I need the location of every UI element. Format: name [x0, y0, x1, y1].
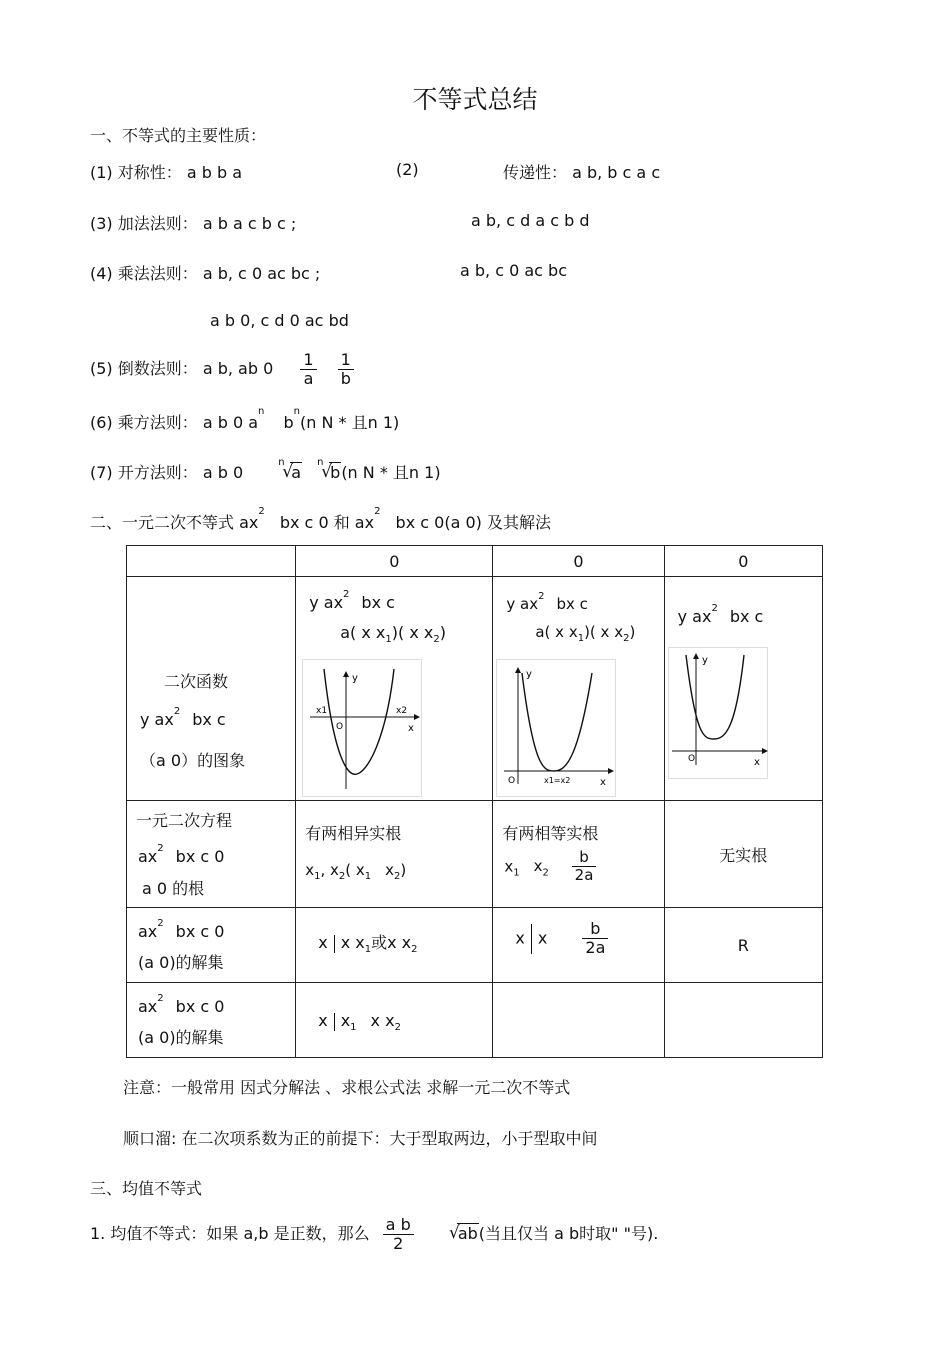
graph-cell-two-roots	[296, 577, 493, 801]
table-row-roots	[127, 801, 823, 908]
heading-part: bx c 0(a 0) 及其解法	[395, 513, 551, 532]
exponent: 2	[157, 843, 164, 854]
solution-set	[318, 1011, 401, 1033]
property-3a: (3) 加法法则： a b a c b c ;	[90, 214, 297, 233]
quadratic-inequality-table	[126, 545, 823, 1058]
property-7	[90, 457, 441, 483]
subscript: 2	[433, 634, 440, 646]
fraction-numerator: 1	[300, 351, 316, 370]
roots-double	[493, 801, 664, 908]
root-index: n	[317, 457, 324, 468]
set-part: 或x x	[371, 933, 412, 952]
label-part: y ax	[140, 710, 174, 729]
subscript: 2	[411, 944, 418, 956]
fraction-a-plus-b-over-2	[383, 1216, 414, 1254]
set-part: x	[340, 1011, 351, 1030]
solution-set	[515, 920, 612, 958]
exponent: n	[258, 406, 265, 417]
parabola-graph-double-root	[496, 659, 616, 797]
fraction-denominator: b	[340, 369, 351, 388]
parabola-curve	[686, 655, 744, 739]
fraction-denominator: 2a	[574, 866, 594, 885]
page-title: 不等式总结	[412, 85, 538, 114]
set-part: x x	[340, 933, 365, 952]
y-axis-label: y	[701, 655, 708, 666]
subscript: 2	[394, 1022, 401, 1034]
table-row-less-than	[127, 983, 823, 1058]
exponent: 2	[711, 603, 718, 614]
function-line	[309, 589, 395, 612]
solution-greater-double-root	[493, 908, 664, 983]
roots-description: 有两相异实根	[305, 824, 402, 843]
exponent: n	[293, 406, 300, 417]
expr-part: , x	[320, 861, 339, 879]
am-gm-text: 1. 均值不等式：如果 a,b 是正数，那么	[90, 1224, 370, 1243]
label-line: 二次函数	[164, 672, 229, 691]
factored-part: )( x x	[584, 623, 624, 641]
table-row-graphs	[127, 577, 823, 801]
parabola-curve	[522, 673, 592, 771]
property-6-condition: (n N * 且n 1)	[299, 413, 400, 432]
root-x2-label: x2	[396, 706, 408, 716]
section-2-heading	[90, 506, 551, 533]
property-4c: a b 0, c d 0 ac bd	[210, 311, 349, 330]
set-part: x x	[370, 1011, 395, 1030]
am-gm-inequality	[90, 1212, 658, 1256]
subscript: 1	[364, 944, 372, 956]
y-axis-label: y	[526, 669, 533, 680]
function-part: bx c	[729, 607, 764, 626]
header-delta-negative: 0	[664, 546, 822, 577]
subscript: 2	[623, 633, 630, 644]
label-line: a 0 的根	[142, 879, 205, 898]
nth-root-b	[317, 457, 341, 482]
header-delta-zero: 0	[493, 546, 664, 577]
fraction-minus-b-over-2a	[582, 920, 608, 958]
sqrt-ab	[445, 1212, 479, 1256]
row-label-greater	[127, 908, 296, 983]
function-part: bx c	[361, 593, 395, 612]
label-line: （a 0）的图象	[140, 751, 246, 770]
nth-root-a	[278, 457, 302, 482]
x-axis-label: x	[753, 757, 760, 768]
fraction-denominator: 2a	[585, 938, 606, 958]
heading-part: 二、一元二次不等式 ax	[90, 513, 259, 532]
origin-label: O	[508, 776, 516, 786]
x-axis-label: x	[408, 723, 415, 734]
property-7-condition: (n N * 且n 1)	[341, 463, 441, 482]
roots-expression	[305, 861, 406, 882]
property-6-base: b	[283, 413, 294, 432]
header-delta-positive: 0	[296, 546, 493, 577]
expr-part: x	[504, 857, 514, 876]
factored-line	[340, 623, 446, 645]
graph-cell-double-root	[493, 577, 664, 801]
function-line	[506, 591, 588, 613]
property-5-text: (5) 倒数法则： a b, ab 0	[90, 359, 274, 378]
function-line	[677, 603, 764, 626]
set-bar-icon	[531, 924, 532, 954]
set-bar-icon	[334, 1013, 335, 1031]
function-part: y ax	[309, 593, 344, 612]
exponent: 2	[157, 918, 164, 929]
exponent: 2	[173, 706, 181, 717]
root-index: n	[278, 457, 285, 468]
fraction-numerator: b	[582, 920, 608, 939]
set-bar-icon	[334, 935, 335, 953]
parabola-graph-two-roots	[302, 659, 422, 797]
y-axis-label: y	[352, 673, 359, 684]
roots-two-distinct	[296, 801, 493, 908]
solution-greater-two-roots	[296, 908, 493, 983]
x-axis-label: x	[600, 777, 607, 788]
property-1: (1) 对称性： a b b a	[90, 163, 243, 182]
graph-frame	[668, 648, 767, 779]
parabola-graph-no-root	[668, 647, 768, 779]
function-part: bx c	[556, 595, 588, 613]
label-line	[138, 993, 225, 1016]
solution-less-no-root-empty	[664, 983, 822, 1058]
set-part: x	[537, 928, 548, 948]
section-1-heading: 一、不等式的主要性质：	[90, 126, 267, 145]
subscript: 1	[314, 871, 321, 882]
subscript: 1	[513, 867, 520, 879]
solution-less-double-root-empty	[493, 983, 664, 1058]
exponent: 2	[157, 993, 164, 1004]
rhyme: 顺口溜: 在二次项系数为正的前提下：大于型取两边，小于型取中间	[123, 1129, 598, 1148]
fraction-numerator: 1	[338, 351, 354, 370]
am-gm-condition: (当且仅当 a b时取" "号).	[478, 1224, 659, 1243]
y-axis-arrow-icon	[515, 667, 521, 673]
heading-part: bx c 0 和 ax	[279, 513, 375, 532]
radicand: ab	[457, 1224, 478, 1243]
property-6	[90, 406, 400, 433]
radical-sign-icon: √	[282, 462, 294, 482]
solution-greater-all-reals: R	[664, 908, 822, 983]
label-line: 一元二次方程	[136, 811, 233, 830]
root-x1-label: x1	[316, 706, 328, 716]
row-label-less	[127, 983, 296, 1058]
set-var: x	[318, 933, 328, 952]
property-6-text: (6) 乘方法则： a b 0 a	[90, 413, 259, 432]
function-part: y ax	[506, 595, 539, 613]
label-part: ax	[138, 847, 158, 866]
origin-label: O	[687, 754, 695, 764]
table-header-row	[127, 546, 823, 577]
fraction-1-over-b	[338, 351, 354, 389]
expr-part: )	[400, 861, 407, 879]
y-axis-arrow-icon	[693, 653, 699, 659]
exponent: 2	[538, 591, 545, 602]
subscript: 1	[385, 634, 392, 646]
factored-part: a( x x	[535, 623, 578, 641]
roots-description: 有两相等实根	[502, 824, 599, 843]
label-line	[140, 706, 226, 729]
fraction-numerator: a b	[383, 1216, 414, 1235]
label-line: (a 0)的解集	[138, 953, 224, 972]
note: 注意：一般常用 因式分解法 、求根公式法 求解一元二次不等式	[123, 1078, 571, 1097]
expr-part: ( x	[345, 861, 365, 879]
factored-part: )	[439, 623, 446, 642]
parabola-curve	[324, 669, 394, 774]
roots-expression	[504, 849, 600, 885]
header-empty-cell	[127, 546, 296, 577]
factored-part: a( x x	[340, 623, 386, 642]
subscript: 1	[577, 633, 585, 644]
fraction-1-over-a	[300, 351, 316, 389]
label-part: bx c 0	[175, 922, 225, 941]
factored-part: )( x x	[391, 623, 434, 642]
label-line	[138, 918, 225, 941]
subscript: 2	[394, 871, 401, 882]
set-var: x	[318, 1011, 328, 1030]
subscript: 2	[542, 867, 549, 879]
subscript: 1	[350, 1022, 357, 1034]
expr-part: x	[533, 857, 543, 876]
subscript: 1	[364, 871, 372, 882]
fraction-numerator: b	[572, 849, 597, 867]
label-part: ax	[138, 922, 158, 941]
x-axis-arrow-icon	[608, 768, 614, 774]
exponent: 2	[343, 589, 350, 600]
y-axis-arrow-icon	[343, 671, 349, 677]
label-part: ax	[138, 997, 158, 1016]
property-4a: (4) 乘法法则： a b, c 0 ac bc ;	[90, 264, 321, 283]
factored-line	[535, 623, 635, 644]
label-part: bx c	[192, 710, 226, 729]
exponent: 2	[374, 506, 381, 517]
origin-label: O	[336, 722, 344, 732]
row-label-graph	[127, 577, 296, 801]
radical-sign-icon: √	[321, 462, 332, 482]
radical-sign-icon: √	[448, 1223, 460, 1243]
radicand: b	[330, 463, 341, 482]
solution-set	[318, 930, 417, 955]
label-line	[138, 843, 225, 866]
label-line: (a 0)的解集	[138, 1028, 224, 1047]
property-2-number: (2)	[396, 160, 419, 179]
label-part: bx c 0	[175, 847, 225, 866]
property-5	[90, 349, 358, 389]
set-var: x	[515, 928, 525, 948]
factored-part: )	[629, 623, 636, 641]
property-2: 传递性： a b, b c a c	[503, 163, 661, 182]
row-label-equation	[127, 801, 296, 908]
fraction-denominator: 2	[393, 1234, 404, 1253]
exponent: 2	[258, 506, 265, 517]
property-3b: a b, c d a c b d	[471, 211, 590, 230]
function-part: y ax	[677, 607, 712, 626]
roots-none: 无实根	[664, 801, 822, 908]
double-root-label: x1=x2	[544, 776, 571, 785]
table-row-greater-than	[127, 908, 823, 983]
expr-part: x	[385, 861, 395, 879]
radicand: a	[291, 463, 302, 482]
graph-frame	[303, 660, 422, 797]
solution-less-two-roots	[296, 983, 493, 1058]
graph-cell-no-root	[664, 577, 822, 801]
section-3-heading: 三、均值不等式	[90, 1179, 203, 1198]
expr-part: x	[305, 861, 315, 879]
subscript: 2	[338, 871, 346, 882]
fraction-minus-b-over-2a	[572, 849, 597, 885]
property-7-text: (7) 开方法则： a b 0	[90, 463, 244, 482]
property-4b: a b, c 0 ac bc	[460, 261, 568, 280]
label-part: bx c 0	[175, 997, 225, 1016]
fraction-denominator: a	[303, 369, 314, 388]
x-axis-arrow-icon	[414, 714, 420, 720]
